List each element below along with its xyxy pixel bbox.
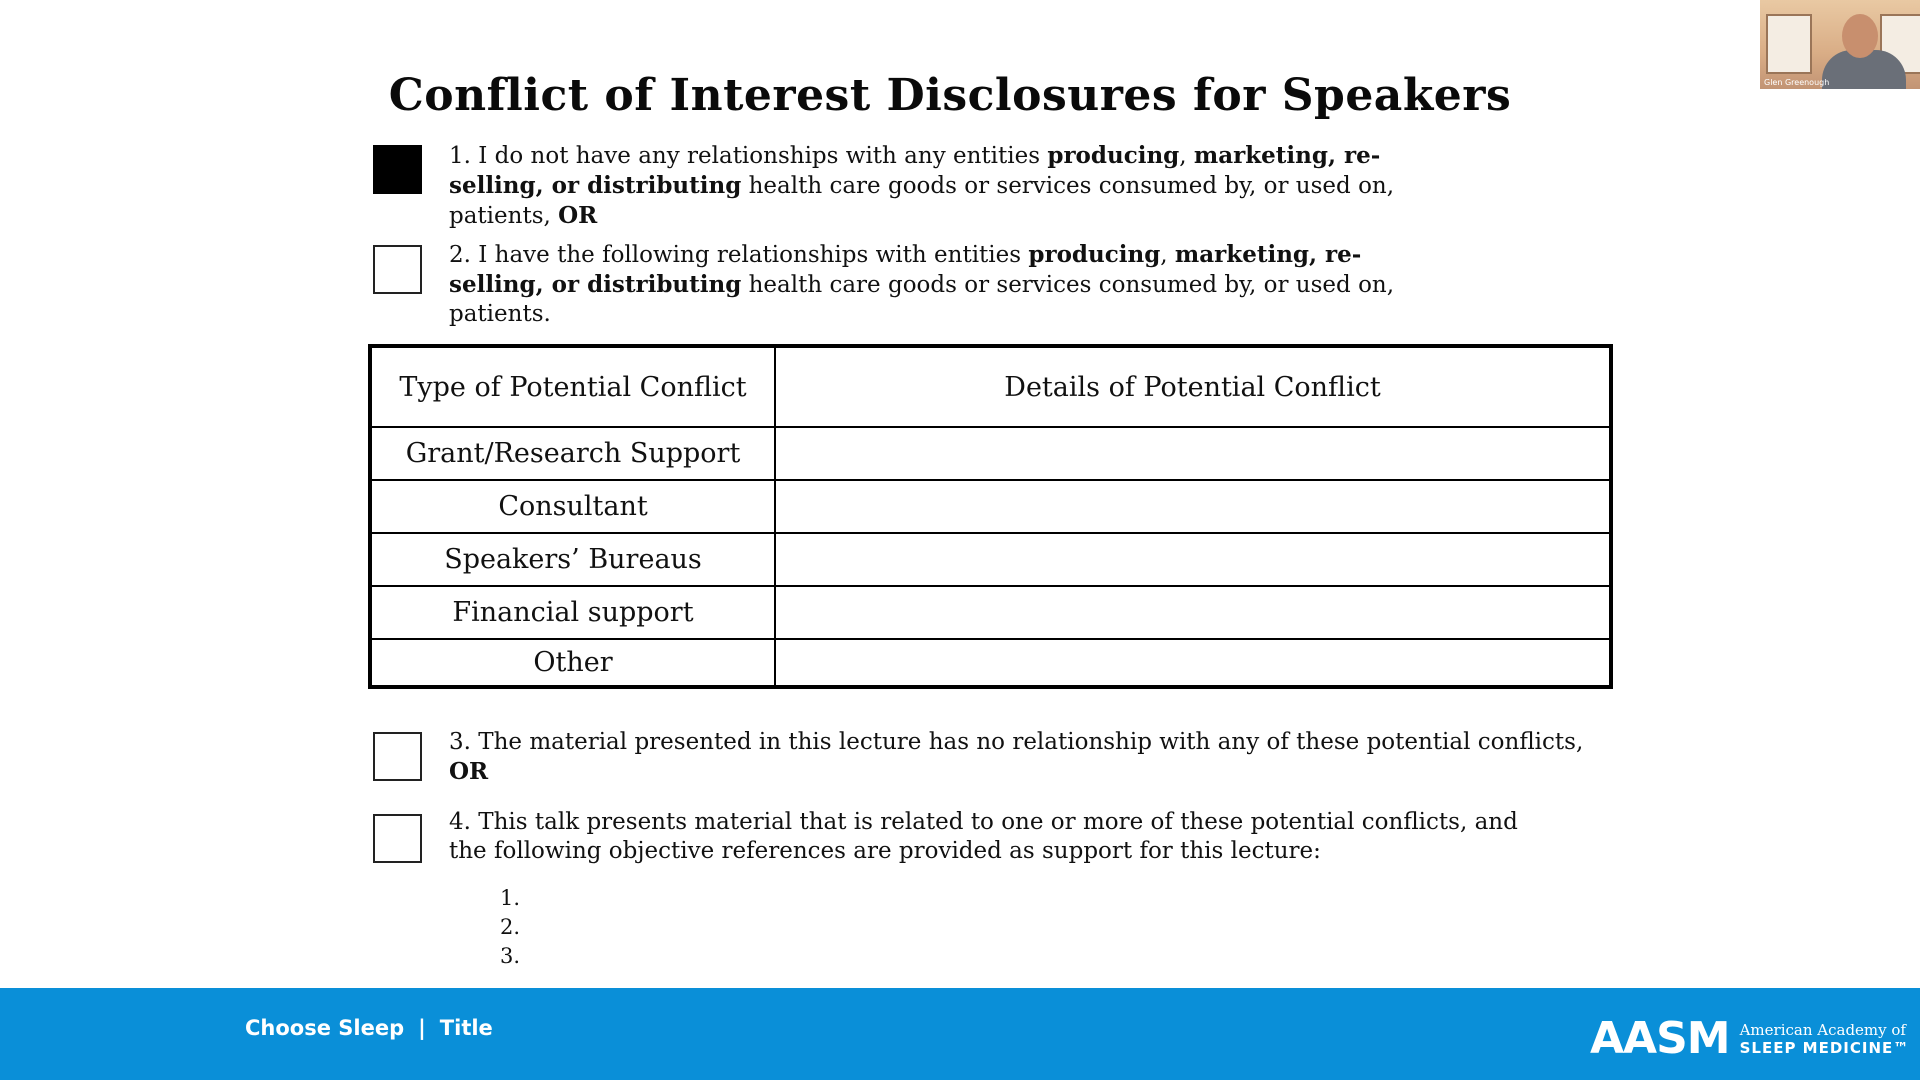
table-header-row	[370, 346, 1611, 427]
aasm-logo	[1590, 1013, 1909, 1064]
conflict-type-cell: Financial support	[370, 586, 775, 639]
list-item: 1.	[500, 886, 521, 910]
footer-right-text: Title	[439, 1016, 493, 1040]
conflict-type-cell: Other	[370, 639, 775, 687]
conflict-type-cell: Consultant	[370, 480, 775, 533]
footer-caption	[245, 1016, 493, 1040]
reference-list	[500, 884, 520, 971]
table-row	[370, 639, 1611, 687]
conflict-table	[368, 344, 1613, 689]
participant-head	[1842, 14, 1878, 58]
statement-2-checkbox[interactable]	[373, 245, 422, 294]
aasm-logo-mark: AASM	[1590, 1013, 1730, 1064]
statement-3-text: 3. The material presented in this lecture has no relationship with any of these potential conflicts, OR	[449, 729, 1584, 785]
logo-line-2: SLEEP MEDICINE™	[1739, 1038, 1910, 1057]
statement-4-checkbox[interactable]	[373, 814, 422, 863]
conflict-details-cell[interactable]	[775, 427, 1611, 480]
header-details: Details of Potential Conflict	[775, 346, 1611, 427]
table-row	[370, 427, 1611, 480]
footer-separator: |	[418, 1016, 426, 1040]
conflict-details-cell[interactable]	[775, 480, 1611, 533]
slide-title: Conflict of Interest Disclosures for Speakers	[388, 70, 1512, 121]
statement-1-checkbox[interactable]	[373, 145, 422, 194]
footer-left-text: Choose Sleep	[245, 1016, 405, 1040]
window-background	[1766, 14, 1812, 74]
aasm-logo-text	[1740, 1021, 1910, 1057]
participant-name: Glen Greenough	[1764, 78, 1830, 87]
logo-line-1: American Academy of	[1739, 1020, 1906, 1039]
statement-3-checkbox[interactable]	[373, 732, 422, 781]
statement-1-text: 1. I do not have any relationships with any entities producing, marketing, re- selling, or distributing health care goods or services consumed by, or used on, patients, OR	[449, 142, 1395, 229]
statement-4-text: 4. This talk presents material that is related to one or more of these potential conflicts, and the following objective references are provided as support for this lecture:	[449, 809, 1518, 864]
statement-2-text: 2. I have the following relationships with entities producing, marketing, re- selling, or distributing health care goods or services consumed by, or used on, patients.	[449, 241, 1395, 327]
conflict-details-cell[interactable]	[775, 639, 1611, 687]
header-type: Type of Potential Conflict	[370, 346, 775, 427]
conflict-type-cell: Grant/Research Support	[370, 427, 775, 480]
list-item: 3.	[500, 944, 521, 968]
conflict-details-cell[interactable]	[775, 586, 1611, 639]
table-row	[370, 586, 1611, 639]
table-row	[370, 533, 1611, 586]
conflict-details-cell[interactable]	[775, 533, 1611, 586]
table-row	[370, 480, 1611, 533]
conflict-type-cell: Speakers’ Bureaus	[370, 533, 775, 586]
list-item: 2.	[500, 915, 521, 939]
